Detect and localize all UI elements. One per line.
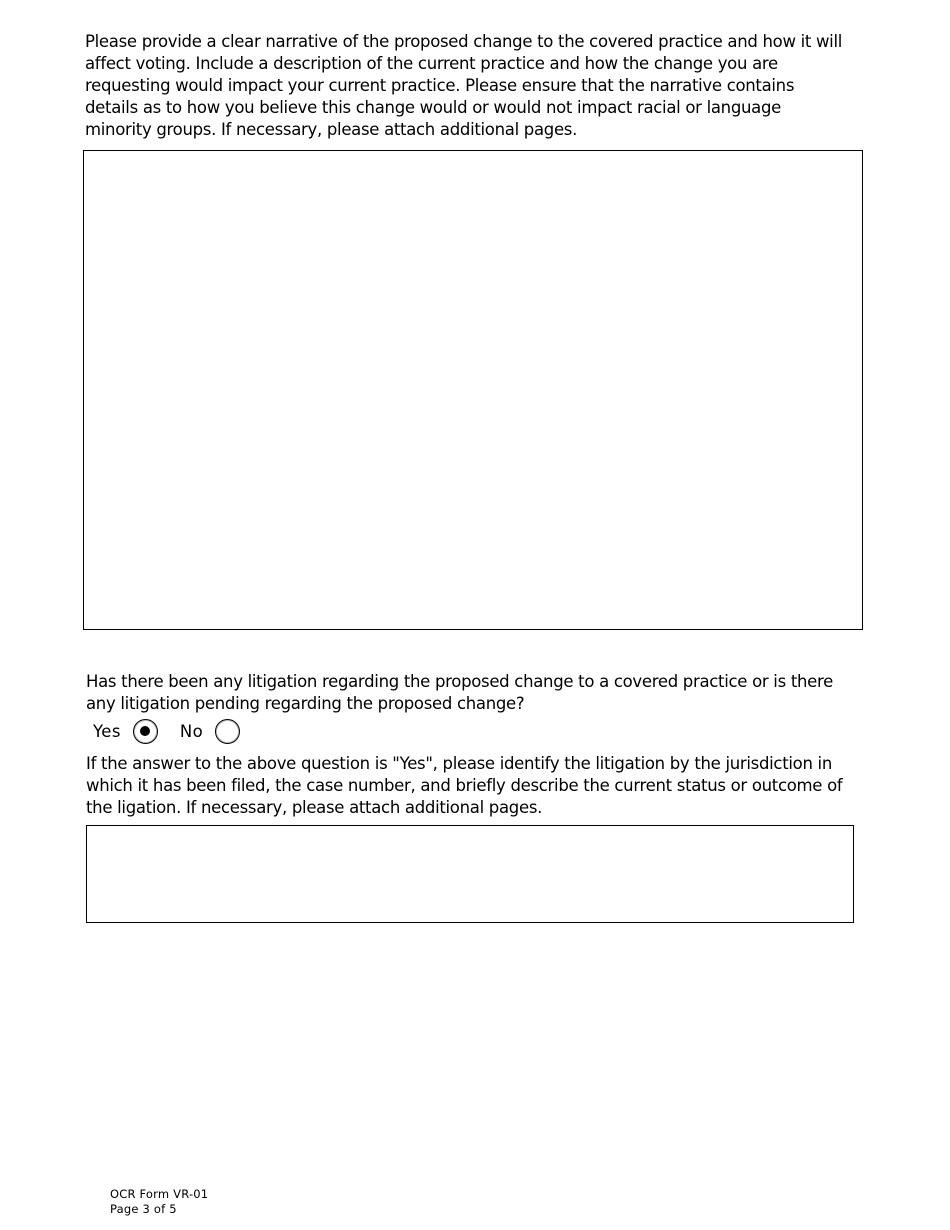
radio-no-label: No xyxy=(179,721,204,741)
narrative-instructions: Please provide a clear narrative of the proposed change to the covered practice and how it will affect voting. Include a description of the current practice and how the change you are requesting would impact your current practice. Please ensure that the narrative contains details as to how you believe this change would or would not impact racial or language minority groups. If necessary, please attach additional pages. xyxy=(85,32,843,139)
litigation-question: Has there been any litigation regarding the proposed change to a covered practice or is there any litigation pending regarding the proposed change? xyxy=(86,672,833,713)
litigation-radio-group xyxy=(93,716,240,746)
radio-yes-label: Yes xyxy=(93,721,121,741)
radio-yes-button[interactable] xyxy=(133,719,158,744)
footer-page-number: Page 3 of 5 xyxy=(110,1202,177,1216)
narrative-textbox[interactable] xyxy=(83,150,863,630)
footer-form-id: OCR Form VR-01 xyxy=(110,1187,209,1201)
litigation-details-textbox[interactable] xyxy=(86,825,854,923)
radio-no-button[interactable] xyxy=(215,719,240,744)
litigation-details-instructions: If the answer to the above question is "Yes", please identify the litigation by the jurisdiction in which it has been filed, the case number, and briefly describe the current status or outcome of the ligation. If necessary, please attach additional pages. xyxy=(86,754,843,817)
